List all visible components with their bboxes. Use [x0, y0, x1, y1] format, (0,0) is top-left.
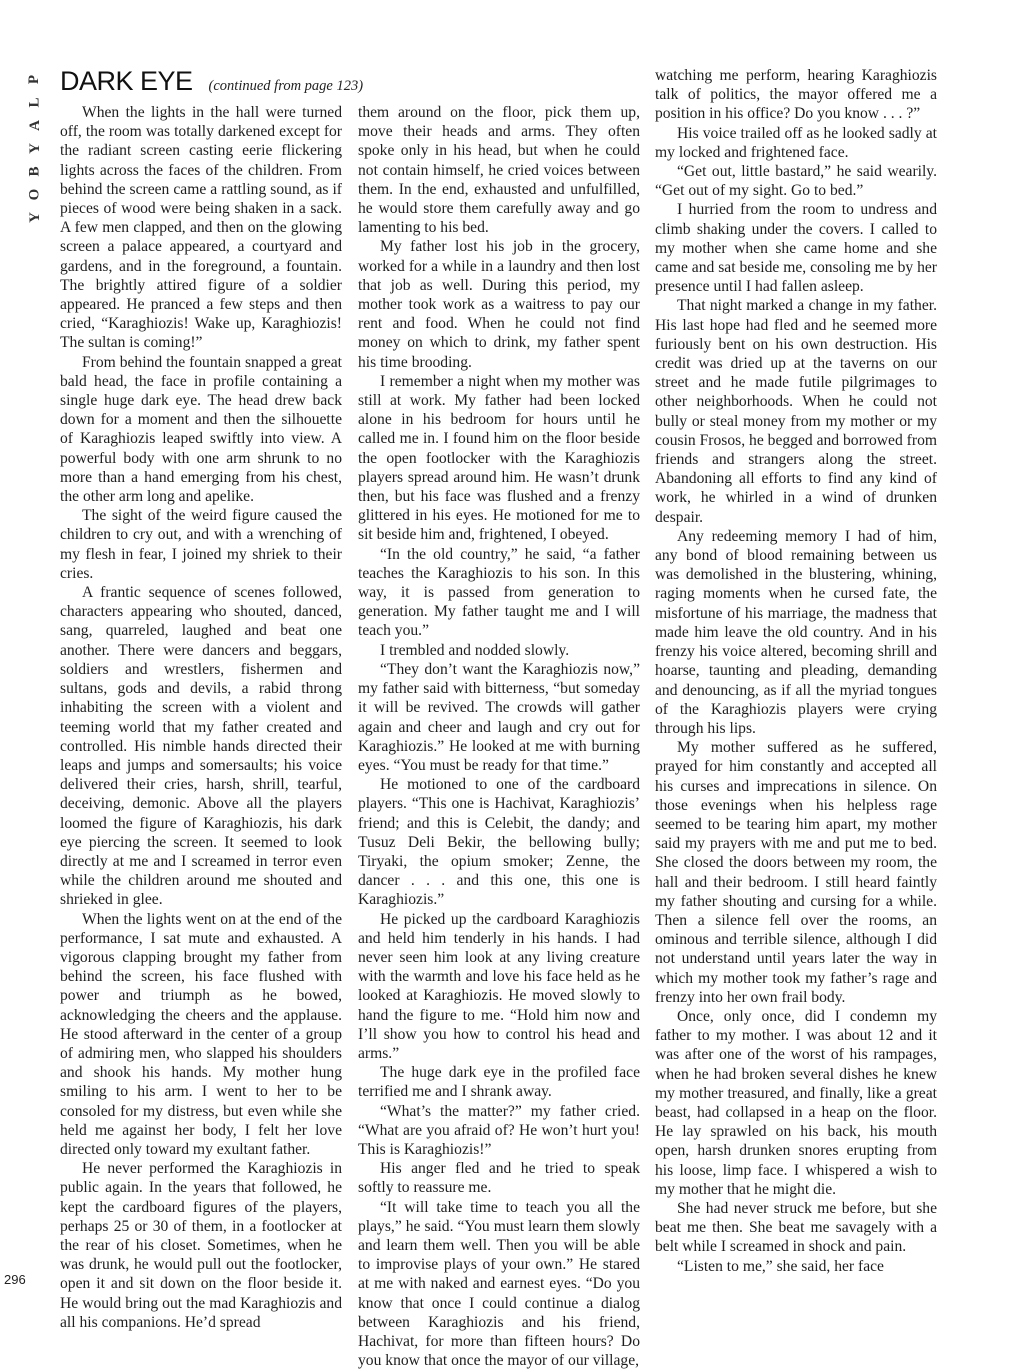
paragraph: “In the old country,” he said, “a father teaches the Karaghiozis to his son. In this way, it is passed from generation to generation. My father taught me and I will teach you.” [358, 545, 640, 640]
paragraph: My mother suffered as he suffered, prayed for him constantly and accepted all his curses and imprecations in silence. On those evenings when his helpless rage seemed to be tearing him apart, my mother said my prayers with me and put me to bed. She closed the doors between my room, the hall and their bedroom. I still heard faintly my father shouting and cursing for a while. Then a silence fell over the rooms, an ominous and terrible silence, although I did not understand until years later the way in which my mother took my father’s rage and frenzy into her own frail body. [655, 739, 937, 1006]
paragraph: That night marked a change in my father. His last hope had fled and he seemed more furiously bent on his own destruction. His credit was dried up at the taverns on our street and he made futile pilgrimages to other neighborhoods. When he could not bully or steal money from my mother or my cousin Frosos, he begged and borrowed from friends and strangers along the street. Abandoning all efforts to find any kind of work, he whirled in a wind of drunken despair. [655, 297, 937, 526]
paragraph: I remember a night when my mother was still at work. My father had been locked alone in his bedroom for hours until he called me in. I found him on the floor beside the open footlocker with the Karaghiozis players spread around him. He wasn’t drunk then, but his face was flushed and a frenzy glittered in his eyes. He motioned for me to sit beside him and, frightened, I obeyed. [358, 372, 640, 544]
text-column-1 [60, 103, 342, 1331]
paragraph: He picked up the cardboard Karaghiozis and held him tenderly in his hands. I had never seen him look at any living creature with the warmth and love his face held as he looked at Karaghiozis. He moved slowly to hand the figure to me. “Hold him now and I’ll show you how to control his head and arms.” [358, 910, 640, 1062]
paragraph: He never performed the Karaghiozis in public again. In the years that followed, he kept the cardboard figures of the players, perhaps 25 or 30 of them, in a footlocker at the rear of his closet. Sometimes, when he was drunk, he would pull out the footlocker, open it and sit down on the floor beside it. He would bring out the mad Karaghiozis and all his companions. He’d spread [60, 1160, 342, 1331]
paragraph: When the lights in the hall were turned off, the room was totally darkened except for the radiant screen casting eerie flickering lights across the faces of the children. From behind the screen came a rattling sound, as if pieces of wood were being shaken in a sack. A few men clapped, and then on the glowing screen a palace appeared, a courtyard and gardens, and in the foreground, a fountain. The brightly attired figure of a soldier appeared. He pranced a few steps and then cried, “Karaghiozis! Wake up, Karaghiozis! The sultan is coming!” [60, 104, 342, 352]
text-column-2 [358, 103, 640, 1370]
logo-letter: O [26, 188, 43, 201]
paragraph: I trembled and nodded slowly. [380, 641, 570, 659]
paragraph: His voice trailed off as he looked sadly at my locked and frightened face. [655, 124, 937, 161]
paragraph: He motioned to one of the cardboard players. “This one is Hachivat, Karaghiozis’ friend; and this is Celebit, the dandy; and Tusuz Deli Bekir, the bellowing bully; Tiryaki, the opium smoker; Zenne, the dancer . . . and this one, this one is Karaghiozis.” [358, 776, 640, 909]
logo-letter: Y [26, 212, 43, 223]
paragraph: The sight of the weird figure caused the children to cry out, and with a wrenching of my flesh in fear, I joined my shriek to their cries. [60, 507, 342, 582]
paragraph: “What’s the matter?” my father cried. “What are you afraid of? He won’t hurt you! This is Karaghiozis!” [358, 1102, 640, 1158]
paragraph: The huge dark eye in the profiled face terrified me and I shrank away. [358, 1064, 640, 1101]
paragraph: From behind the fountain snapped a great bald head, the face in profile containing a single huge dark eye. The head drew back down for a moment and then the silhouette of Karaghiozis leaped swiftly into view. A powerful body with one arm shrunk to no more than a hand emerging from his chest, the other arm long and apelike. [60, 353, 342, 506]
paragraph: His anger fled and he tried to speak softly to reassure me. [358, 1160, 640, 1197]
paragraph: My father lost his job in the grocery, worked for a while in a laundry and then lost that job as well. During this period, my mother took work as a waitress to pay our rent and food. When he could not find money on which to drink, my father spent his time brooding. [358, 238, 640, 371]
paragraph: A frantic sequence of scenes followed, characters appearing who shouted, danced, sang, quarreled, laughed and beat one another. There were dancers and beggars, soldiers and wrestlers, fishermen and sultans, gods and devils, a rabid throng inhabiting the screen with a violent and teeming world that my father created and controlled. His nimble hands directed their leaps and jumps and somersaults; his voice delivered their cries, harsh, shrill, tearful, deceiving, demonic. Above all the players loomed the figure of Karaghiozis, his dark eye piercing the screen. It seemed to look directly at me and I screamed in terror even while the children around me shouted and shrieked in glee. [60, 584, 342, 909]
paragraph: She had never struck me before, but she beat me then. She beat me savagely with a belt while I screamed in shock and pain. [655, 1199, 937, 1256]
logo-letter: L [26, 97, 43, 108]
paragraph: “They don’t want the Karaghiozis now,” my father said with bitterness, “but someday it will be revived. The crowds will gather again and cheer and laugh and cry out for Karaghiozis.” He looked at me with burning eyes. “You must be ready for that time.” [358, 660, 640, 774]
paragraph: them around on the floor, pick them up, move their heads and arms. They often spoke only in his head, but when he could not contain himself, he cried voices between them. In the end, exhausted and unfulfilled, he would store them carefully away and go lamenting to his bed. [358, 104, 640, 237]
paragraph: “It will take time to teach you all the plays,” he said. “You must learn them slowly and learn them well. Then you will be able to improvise plays of your own.” He stared at me with naked and earnest eyes. “Do you know that once I could continue a dialog between Karaghiozis and his friend, Hachivat, for more than fifteen hours? Do you know that once the mayor of our village, [358, 1198, 640, 1370]
paragraph: “Get out, little bastard,” he said wearily. “Get out of my sight. Go to bed.” [655, 163, 937, 200]
logo-letter: P [26, 74, 43, 85]
logo-letter: B [26, 166, 43, 177]
paragraph: Once, only once, did I condemn my father to my mother. I was about 12 and it was after one of the worst of his rampages, when he had broken several dishes he knew my mother treasured, and finally, like a great beast, had collapsed in a heap on the floor. He lay sprawled on his back, his mouth open, harsh drunken snores erupting from his loose, limp face. I whispered a wish to my mother that he might die. [655, 1007, 937, 1198]
paragraph: “Listen to me,” she said, her face [677, 1257, 884, 1275]
article-header [60, 66, 363, 97]
magazine-logo-vertical [22, 68, 48, 229]
paragraph: Any redeeming memory I had of him, any bond of blood remaining between us was demolished in the blustering, whining, raging moments when he cursed fate, the misfortune of his marriage, the madness that made him leave the old country. And in his frenzy his voice altered, becoming shrill and hoarse, taunting and pleading, demanding and denouncing, as if all the myriad tongues of the Karaghiozis players were crying through his lips. [655, 527, 937, 737]
paragraph: When the lights went on at the end of the performance, I sat mute and exhausted. A vigorous clapping brought my father from behind the screen, his face flushed with power and triumph as he bowed, acknowledging the cheers and the applause. He stood afterward in the center of a group of admiring men, who slapped his shoulders and shook his hands. My mother hung smiling to his arm. I went to her to be consoled for my distress, but even while she held me against her body, I felt her love directed only toward my exultant father. [60, 910, 342, 1158]
continued-note: (continued from page 123) [208, 78, 364, 94]
paragraph: watching me perform, hearing Karaghiozis talk of politics, the mayor offered me a position in his office? Do you know . . . ?” [655, 67, 937, 123]
page-number: 296 [4, 1272, 26, 1287]
text-column-3 [655, 66, 937, 1288]
logo-letter: Y [26, 143, 43, 154]
paragraph: I hurried from the room to undress and climb shaking under the covers. I called to my mother when she came home and she came and sat beside me, consoling me by her presence until I had fallen asleep. [655, 201, 937, 296]
logo-letter: A [26, 120, 43, 131]
article-title: DARK EYE [60, 66, 193, 96]
